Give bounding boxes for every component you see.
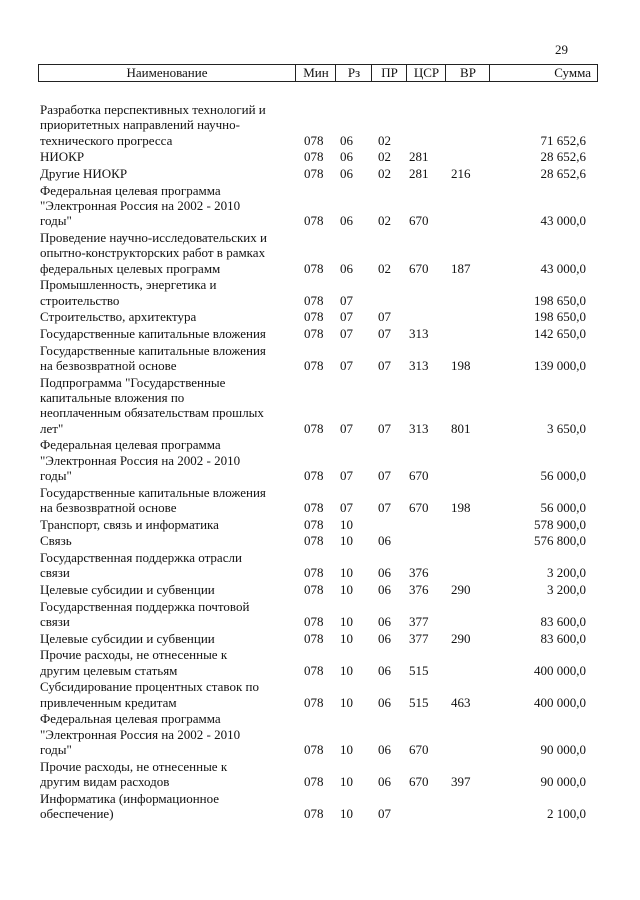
row-csr: 670 xyxy=(409,260,429,276)
row-sum: 400 000,0 xyxy=(534,662,586,678)
row-pr: 06 xyxy=(378,742,391,757)
row-csr: 377 xyxy=(409,630,429,646)
table-row xyxy=(0,183,640,229)
row-sum: 28 652,6 xyxy=(540,149,586,165)
table-row xyxy=(0,149,640,164)
row-csr: 377 xyxy=(409,614,429,629)
row-name: Другие НИОКР xyxy=(40,166,128,181)
row-name: Государственная поддержка почтовой связи xyxy=(40,598,250,629)
row-name: Прочие расходы, не отнесенные к другим целевым статьям xyxy=(40,647,228,678)
row-pr: 02 xyxy=(378,132,391,148)
table-row xyxy=(0,437,640,483)
row-name: Подпрограмма "Государственные капитальные вложения по неоплаченным обязательствам прошлых лет" xyxy=(40,374,264,436)
row-pr: 06 xyxy=(378,582,391,597)
table-row xyxy=(0,309,640,324)
row-name: Разработка перспективных технологий и приоритетных направлений научно- технического прогресса xyxy=(40,102,266,148)
row-name: Связь xyxy=(40,533,72,549)
row-pr: 06 xyxy=(378,630,391,646)
table-row xyxy=(0,647,640,678)
row-min: 078 xyxy=(304,166,324,181)
row-name: Государственные капитальные вложения xyxy=(40,326,266,341)
row-min: 078 xyxy=(304,533,324,549)
row-csr: 313 xyxy=(409,358,429,373)
row-sum: 198 650,0 xyxy=(534,292,586,308)
row-pr: 07 xyxy=(378,500,391,516)
row-min: 078 xyxy=(304,630,324,646)
table-row xyxy=(0,102,640,148)
row-min: 078 xyxy=(304,694,324,710)
row-sum: 142 650,0 xyxy=(534,326,586,341)
row-rz: 10 xyxy=(340,774,353,789)
row-vr: 397 xyxy=(451,774,471,789)
row-min: 078 xyxy=(304,742,324,757)
row-name: НИОКР xyxy=(40,149,85,165)
column-header-sum: Сумма xyxy=(489,65,597,81)
row-csr: 670 xyxy=(409,774,429,789)
table-row xyxy=(0,343,640,374)
table-row xyxy=(0,485,640,516)
column-header-min: Мин xyxy=(295,65,336,81)
row-rz: 10 xyxy=(340,582,353,597)
row-csr: 281 xyxy=(409,149,429,165)
row-min: 078 xyxy=(304,326,324,341)
row-rz: 10 xyxy=(340,742,353,757)
row-rz: 07 xyxy=(340,500,353,516)
row-min: 078 xyxy=(304,582,324,597)
row-min: 078 xyxy=(304,213,324,229)
row-sum: 56 000,0 xyxy=(540,468,586,484)
row-rz: 07 xyxy=(340,468,353,484)
table-row xyxy=(0,550,640,581)
row-csr: 376 xyxy=(409,582,429,597)
column-header-pr: ПР xyxy=(371,65,407,81)
row-sum: 83 600,0 xyxy=(540,614,586,629)
row-rz: 07 xyxy=(340,358,353,373)
row-sum: 43 000,0 xyxy=(540,213,586,229)
row-rz: 07 xyxy=(340,420,353,436)
row-name: Федеральная целевая программа "Электронная Россия на 2002 - 2010 годы" xyxy=(40,437,241,484)
table-body xyxy=(0,102,640,821)
row-pr: 07 xyxy=(378,806,391,821)
row-name: Промышленность, энергетика и строительство xyxy=(40,277,217,308)
page-number: 29 xyxy=(555,42,568,57)
row-rz: 07 xyxy=(340,326,353,341)
row-name: Государственные капитальные вложения на безвозвратной основе xyxy=(40,342,266,373)
row-sum: 198 650,0 xyxy=(534,309,586,325)
row-min: 078 xyxy=(304,774,324,789)
row-name: Государственная поддержка отрасли связи xyxy=(40,550,242,581)
row-rz: 10 xyxy=(340,694,353,710)
table-row xyxy=(0,759,640,790)
row-sum: 3 200,0 xyxy=(547,565,586,581)
row-name: Информатика (информационное обеспечение) xyxy=(40,790,220,821)
row-vr: 463 xyxy=(451,694,471,710)
row-rz: 10 xyxy=(340,516,353,532)
table-row xyxy=(0,711,640,757)
row-sum: 90 000,0 xyxy=(540,742,586,757)
row-name: Строительство, архитектура xyxy=(40,309,197,325)
column-header-csr: ЦСР xyxy=(406,65,446,81)
row-rz: 06 xyxy=(340,149,353,165)
row-pr: 02 xyxy=(378,166,391,181)
row-name: Федеральная целевая программа "Электронная Россия на 2002 - 2010 годы" xyxy=(40,182,241,229)
row-csr: 670 xyxy=(409,468,429,484)
table-row xyxy=(0,599,640,630)
row-csr: 376 xyxy=(409,565,429,581)
row-rz: 07 xyxy=(340,292,353,308)
row-pr: 02 xyxy=(378,213,391,229)
row-rz: 07 xyxy=(340,309,353,325)
row-rz: 06 xyxy=(340,132,353,148)
row-pr: 07 xyxy=(378,420,391,436)
row-csr: 313 xyxy=(409,326,429,341)
row-pr: 06 xyxy=(378,565,391,581)
table-row xyxy=(0,277,640,308)
row-min: 078 xyxy=(304,565,324,581)
table-row xyxy=(0,517,640,532)
row-rz: 10 xyxy=(340,614,353,629)
row-name: Федеральная целевая программа "Электронная Россия на 2002 - 2010 годы" xyxy=(40,711,241,757)
row-rz: 10 xyxy=(340,630,353,646)
row-pr: 07 xyxy=(378,326,391,341)
table-row xyxy=(0,166,640,181)
row-vr: 216 xyxy=(451,166,471,181)
row-min: 078 xyxy=(304,132,324,148)
row-vr: 187 xyxy=(451,260,471,276)
row-csr: 515 xyxy=(409,662,429,678)
row-name: Государственные капитальные вложения на безвозвратной основе xyxy=(40,484,266,516)
row-sum: 28 652,6 xyxy=(540,166,586,181)
row-sum: 139 000,0 xyxy=(534,358,586,373)
column-header-vr: ВР xyxy=(445,65,490,81)
row-min: 078 xyxy=(304,468,324,484)
row-sum: 576 800,0 xyxy=(534,533,586,549)
row-pr: 07 xyxy=(378,468,391,484)
table-row xyxy=(0,631,640,646)
row-sum: 83 600,0 xyxy=(540,630,586,646)
row-sum: 3 650,0 xyxy=(547,420,586,436)
row-rz: 06 xyxy=(340,213,353,229)
row-vr: 290 xyxy=(451,630,471,646)
row-name: Транспорт, связь и информатика xyxy=(40,516,219,532)
row-vr: 290 xyxy=(451,582,471,597)
row-pr: 06 xyxy=(378,662,391,678)
row-csr: 670 xyxy=(409,742,429,757)
row-rz: 06 xyxy=(340,166,353,181)
row-rz: 10 xyxy=(340,662,353,678)
row-min: 078 xyxy=(304,149,324,165)
row-pr: 07 xyxy=(378,358,391,373)
row-min: 078 xyxy=(304,500,324,516)
row-sum: 71 652,6 xyxy=(540,132,586,148)
column-header-name: Наименование xyxy=(126,65,208,80)
row-min: 078 xyxy=(304,292,324,308)
row-sum: 43 000,0 xyxy=(540,260,586,276)
row-min: 078 xyxy=(304,309,324,325)
row-vr: 198 xyxy=(451,358,471,373)
row-sum: 2 100,0 xyxy=(547,806,586,821)
row-min: 078 xyxy=(304,614,324,629)
row-rz: 10 xyxy=(340,806,353,821)
row-csr: 670 xyxy=(409,213,429,229)
column-header-rz: Рз xyxy=(335,65,372,81)
row-csr: 515 xyxy=(409,694,429,710)
row-name: Целевые субсидии и субвенции xyxy=(40,582,215,597)
row-name: Проведение научно-исследовательских и опытно-конструкторских работ в рамках федеральных целевых программ xyxy=(40,230,267,276)
row-sum: 90 000,0 xyxy=(540,774,586,789)
row-sum: 56 000,0 xyxy=(540,500,586,516)
row-csr: 670 xyxy=(409,500,429,516)
row-name: Субсидирование процентных ставок по привлеченным кредитам xyxy=(40,679,259,710)
table-row xyxy=(0,582,640,597)
table-header xyxy=(38,64,598,82)
row-rz: 10 xyxy=(340,533,353,549)
row-pr: 02 xyxy=(378,149,391,165)
row-pr: 06 xyxy=(378,774,391,789)
row-min: 078 xyxy=(304,806,324,821)
row-name: Прочие расходы, не отнесенные к другим видам расходов xyxy=(40,758,228,789)
row-min: 078 xyxy=(304,260,324,276)
row-min: 078 xyxy=(304,516,324,532)
row-sum: 3 200,0 xyxy=(547,582,586,597)
table-row xyxy=(0,791,640,822)
row-csr: 313 xyxy=(409,420,429,436)
row-vr: 198 xyxy=(451,500,471,516)
table-row xyxy=(0,375,640,437)
row-pr: 02 xyxy=(378,260,391,276)
row-pr: 06 xyxy=(378,694,391,710)
row-pr: 07 xyxy=(378,309,391,325)
table-row xyxy=(0,326,640,341)
row-sum: 400 000,0 xyxy=(534,694,586,710)
row-min: 078 xyxy=(304,662,324,678)
row-pr: 06 xyxy=(378,533,391,549)
table-row xyxy=(0,533,640,548)
row-min: 078 xyxy=(304,420,324,436)
row-sum: 578 900,0 xyxy=(534,516,586,532)
row-min: 078 xyxy=(304,358,324,373)
table-row xyxy=(0,679,640,710)
row-csr: 281 xyxy=(409,166,429,181)
row-pr: 06 xyxy=(378,614,391,629)
table-row xyxy=(0,230,640,276)
row-rz: 10 xyxy=(340,565,353,581)
row-vr: 801 xyxy=(451,420,471,436)
row-name: Целевые субсидии и субвенции xyxy=(40,630,215,646)
row-rz: 06 xyxy=(340,260,353,276)
